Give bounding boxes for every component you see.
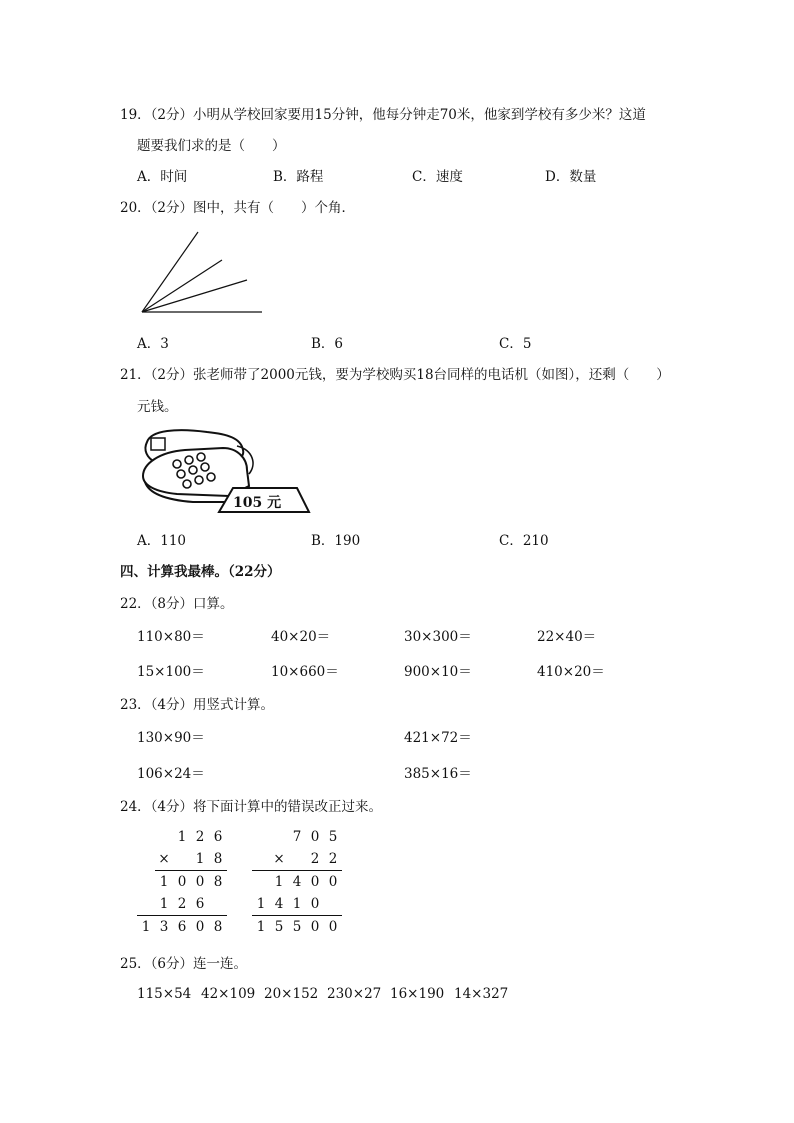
calc-digit: 5	[328, 829, 338, 845]
calc-digit: 1	[274, 874, 284, 890]
q20-option-c[interactable]: C．5	[499, 336, 532, 352]
q22-item: 10×660＝	[271, 664, 339, 680]
calc-digit: 4	[292, 874, 302, 890]
calc-digit: 6	[177, 919, 187, 935]
q23-stem: 23．（4分）用竖式计算。	[120, 697, 275, 713]
q25-item[interactable]: 115×54	[137, 986, 192, 1002]
section-heading: 四、计算我最棒。（22分）	[120, 564, 281, 580]
q21-stem-line1: 21．（2分）张老师带了2000元钱，要为学校购买18台同样的电话机（如图），还剩（ ）	[120, 367, 670, 383]
q22-item: 15×100＝	[137, 664, 205, 680]
calc-digit: 0	[310, 919, 320, 935]
calc-digit	[252, 826, 270, 848]
calc-digit: 1	[256, 919, 266, 935]
calc-digit	[137, 893, 155, 916]
calc-digit	[270, 826, 288, 848]
calc-digit: 7	[292, 829, 302, 845]
q21-stem-line2: 元钱。	[137, 399, 178, 415]
price-tag-label: 105 元	[233, 495, 282, 511]
angle-ray-3	[142, 280, 247, 312]
calc-digit: ×	[270, 848, 288, 871]
calc-digit: 1	[159, 874, 169, 890]
q24-stem: 24．（4分）将下面计算中的错误改正过来。	[120, 799, 383, 815]
calc-digit: 1	[177, 829, 187, 845]
calc-digit: 6	[191, 893, 209, 916]
q25-item[interactable]: 20×152	[264, 986, 319, 1002]
calc-digit: 0	[310, 874, 320, 890]
q19-option-b[interactable]: B．路程	[273, 169, 324, 185]
calc-digit	[252, 871, 270, 894]
q22-item: 900×10＝	[404, 664, 472, 680]
calc-digit: 0	[177, 874, 187, 890]
calc-digit	[288, 848, 306, 871]
calc-digit: 0	[195, 874, 205, 890]
calc-digit	[137, 848, 155, 871]
angle-ray-1	[142, 232, 198, 312]
calc-digit: 1	[155, 893, 173, 916]
q25-item[interactable]: 42×109	[201, 986, 256, 1002]
calc-digit	[137, 871, 155, 894]
calc-digit: 5	[292, 919, 302, 935]
calc-digit	[155, 826, 173, 848]
calc-digit: 2	[306, 848, 324, 871]
q22-item: 40×20＝	[271, 629, 331, 645]
calc-digit: 8	[213, 874, 223, 890]
q22-item: 22×40＝	[537, 629, 597, 645]
q21-option-a[interactable]: A．110	[137, 533, 187, 549]
calc-digit: 5	[274, 919, 284, 935]
q25-item[interactable]: 230×27	[327, 986, 382, 1002]
calc-digit: 0	[310, 829, 320, 845]
q20-stem: 20．（2分）图中，共有（ ）个角．	[120, 200, 356, 216]
calc-digit: 8	[209, 848, 227, 871]
q25-stem: 25．（6分）连一连。	[120, 956, 248, 972]
calc-digit: 2	[173, 893, 191, 916]
q23-item: 385×16＝	[404, 766, 472, 782]
calc-digit	[252, 848, 270, 871]
telephone-icon	[137, 424, 312, 516]
calc-digit	[137, 826, 155, 848]
q20-option-b[interactable]: B．6	[311, 336, 344, 352]
q25-item[interactable]: 14×327	[454, 986, 509, 1002]
q23-item: 130×90＝	[137, 730, 205, 746]
q20-option-a[interactable]: A．3	[137, 336, 169, 352]
q22-stem: 22．（8分）口算。	[120, 596, 234, 612]
vertical-calc-left	[137, 826, 227, 938]
q22-item: 30×300＝	[404, 629, 472, 645]
calc-digit	[173, 848, 191, 871]
calc-digit	[209, 893, 227, 916]
q19-stem-line2: 题要我们求的是（ ）	[137, 138, 286, 154]
q23-item: 421×72＝	[404, 730, 472, 746]
angle-ray-2	[142, 260, 222, 312]
calc-digit: 0	[195, 919, 205, 935]
calc-digit: 0	[306, 893, 324, 916]
q21-option-b[interactable]: B．190	[311, 533, 361, 549]
q21-option-c[interactable]: C．210	[499, 533, 549, 549]
calc-digit: 3	[159, 919, 169, 935]
calc-digit: ×	[155, 848, 173, 871]
calc-digit: 0	[328, 919, 338, 935]
q19-option-c[interactable]: C．速度	[412, 169, 463, 185]
calc-digit: 1	[288, 893, 306, 916]
vertical-calc-right	[252, 826, 342, 938]
calc-digit: 0	[328, 874, 338, 890]
calc-digit: 4	[270, 893, 288, 916]
calc-digit: 2	[195, 829, 205, 845]
calc-digit	[324, 893, 342, 916]
angle-figure	[140, 228, 270, 320]
q19-option-a[interactable]: A．时间	[137, 169, 188, 185]
calc-digit: 1	[252, 893, 270, 916]
q22-item: 410×20＝	[537, 664, 605, 680]
calc-digit: 8	[213, 919, 223, 935]
calc-digit: 1	[141, 919, 151, 935]
q25-item[interactable]: 16×190	[390, 986, 445, 1002]
q23-item: 106×24＝	[137, 766, 205, 782]
q22-item: 110×80＝	[137, 629, 205, 645]
calc-digit: 6	[213, 829, 223, 845]
q19-option-d[interactable]: D．数量	[545, 169, 597, 185]
calc-digit: 1	[191, 848, 209, 871]
q19-stem-line1: 19．（2分）小明从学校回家要用15分钟，他每分钟走70米，他家到学校有多少米？这道	[120, 107, 646, 123]
calc-digit: 2	[324, 848, 342, 871]
